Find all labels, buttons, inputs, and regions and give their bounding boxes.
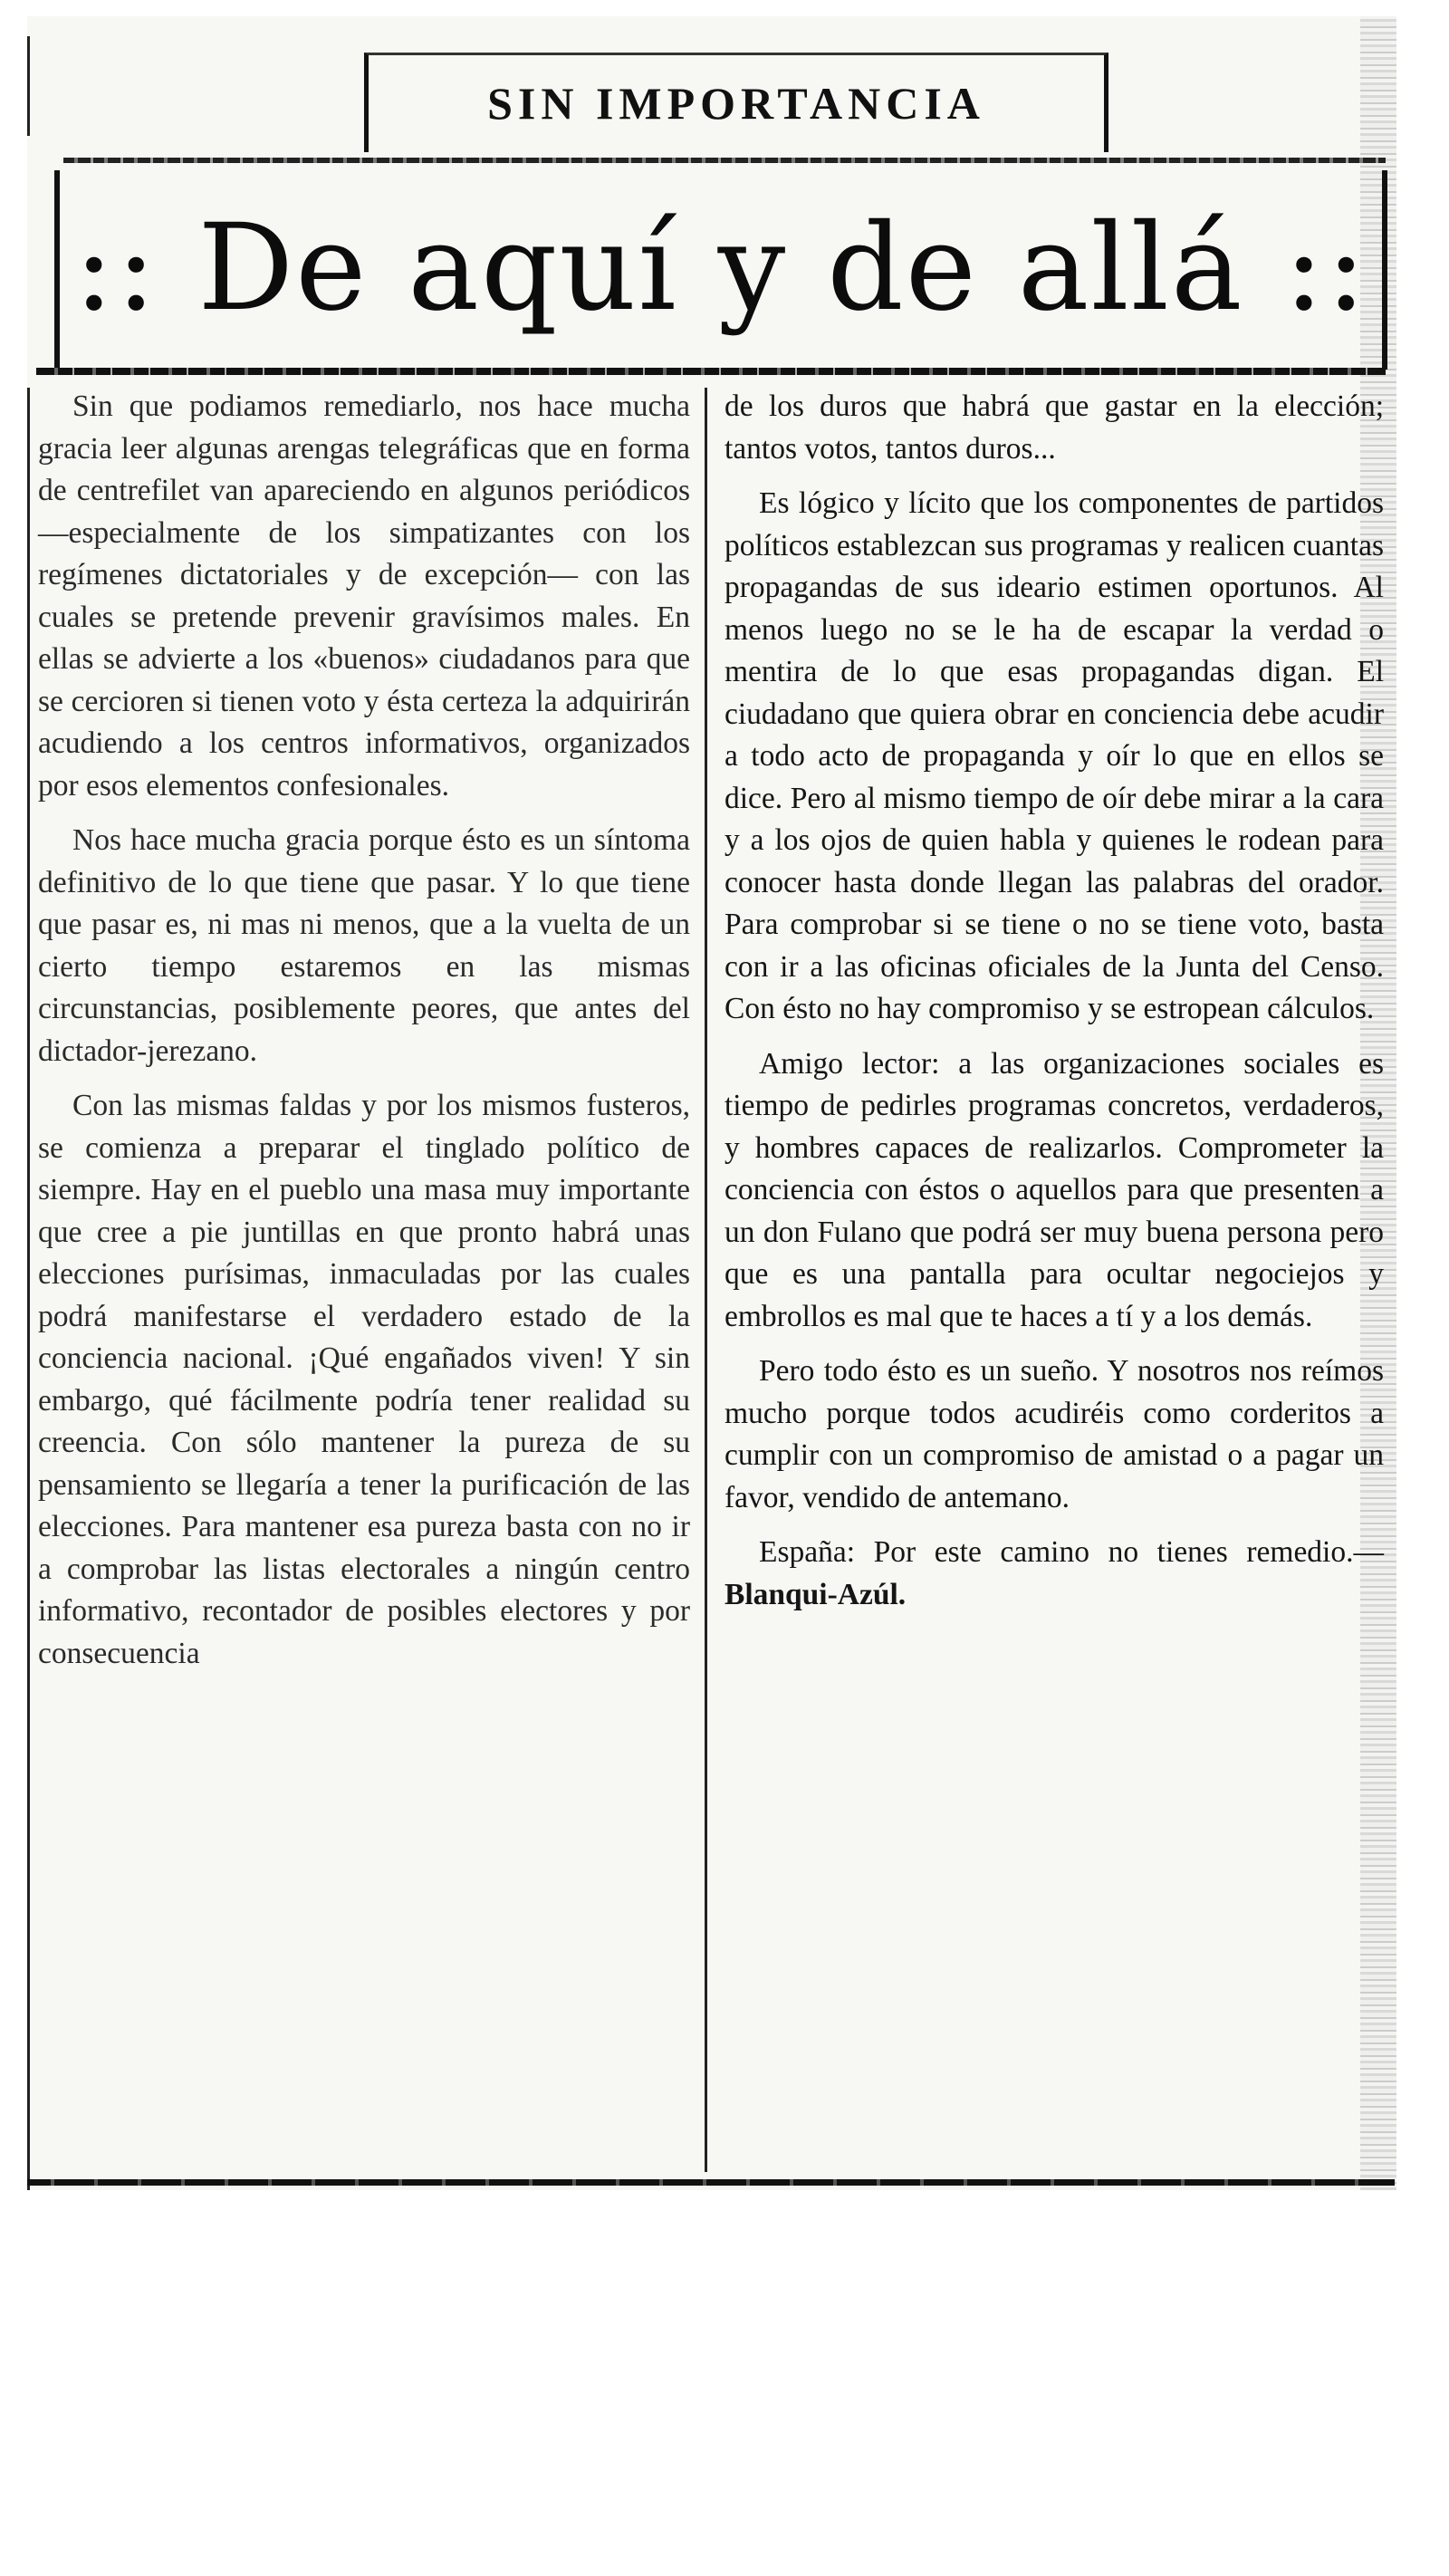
paragraph: Con las mismas faldas y por los mismos fusteros, se comienza a preparar el tinglado político de siempre. Hay en el pueblo una masa muy importante que cree a pie juntillas en que pronto habrá unas elecciones purísimas, inmaculadas por las cuales podrá manifestarse el verdadero estado de la conciencia nacional. ¡Qué engañados viven! Y sin embargo, qué fácilmente podría tener realidad su creencia. Con sólo mantener la pureza de su pensamiento se llegaría a tener la purificación de las elecciones. Para mantener esa pureza basta con no ir a comprobar las listas electorales a ningún centro informativo, recontador de posibles electores y por consecuencia xyxy=(38,1089,690,1670)
headline: :: De aquí y de allá :: xyxy=(73,198,1368,338)
paragraph: Es lógico y lícito que los componentes de partidos políticos establezcan sus programas y realicen cuantas propagandas de sus ideario estimen oportunos. Al menos luego no se le ha de escapar la verdad o mentira de lo que esas propagandas digan. El ciudadano que quiera obrar en conciencia debe acudir a todo acto de propaganda y oír lo que en ellos se dice. Pero al mismo tiempo de oír debe mirar a la cara y a los ojos de quien habla y quienes le rodean para conocer hasta donde llegan las palabras del orador. Para comprobar si se tiene o no se tiene voto, basta con ir a las oficinas oficiales de la Junta del Censo. Con ésto no hay compromiso y se estropean cálculos. xyxy=(724,486,1384,1025)
left-border-rule xyxy=(27,36,30,136)
newspaper-clipping xyxy=(27,16,1396,2190)
paragraph: Pero todo ésto es un sueño. Y nosotros nos reímos mucho porque todos acudiréis como corderitos a cumplir con un compromiso de amistad o a pagar un favor, vendido de antemano. xyxy=(724,1354,1384,1514)
article-column-left xyxy=(38,386,690,1687)
bottom-border-rule xyxy=(27,2179,1395,2186)
headline-bottom-rule xyxy=(36,368,1386,375)
column-divider xyxy=(705,388,707,2172)
author-signature: Blanqui-Azúl. xyxy=(724,1577,907,1611)
article-column-right xyxy=(724,386,1384,1629)
paragraph-continued: de los duros que habrá que gastar en la elección; tantos votos, tantos duros... xyxy=(724,389,1384,466)
body-left-rule xyxy=(27,388,30,2190)
kicker-box xyxy=(364,53,1108,152)
closing-paragraph xyxy=(724,1532,1384,1616)
closing-text: España: Por este camino no tienes remedio.— xyxy=(759,1535,1384,1569)
headline-top-rule xyxy=(63,158,1386,163)
kicker-title: SIN IMPORTANCIA xyxy=(487,78,985,129)
paragraph: Amigo lector: a las organizaciones sociales es tiempo de pedirles programas concretos, verdaderos, y hombres capaces de realizarlos. Comprometer la conciencia con éstos o aquellos para que presenten a un don Fulano que podrá ser muy buena persona pero que es una pantalla para ocultar negociejos y embrollos es mal que te haces a tí y a los demás. xyxy=(724,1046,1384,1333)
headline-box xyxy=(54,170,1387,370)
paragraph: Nos hace mucha gracia porque ésto es un síntoma definitivo de lo que tiene que pasar. Y lo que tiene que pasar es, ni mas ni menos, que a la vuelta de un cierto tiempo estaremos en las mismas circunstancias, posiblemente peores, que antes del dictador-jerezano. xyxy=(38,823,690,1068)
paragraph: Sin que podiamos remediarlo, nos hace mucha gracia leer algunas arengas telegráficas que en forma de centrefilet van apareciendo en algunos periódicos —especialmente de los simpatizantes con los regímenes dictatoriales y de excepción— con las cuales se pretende prevenir gravísimos males. En ellas se advierte a los «buenos» ciudadanos para que se cercioren si tienen voto y ésta certeza la adquirirán acudiendo a los centros informativos, organizados por esos elementos confesionales. xyxy=(38,389,690,803)
